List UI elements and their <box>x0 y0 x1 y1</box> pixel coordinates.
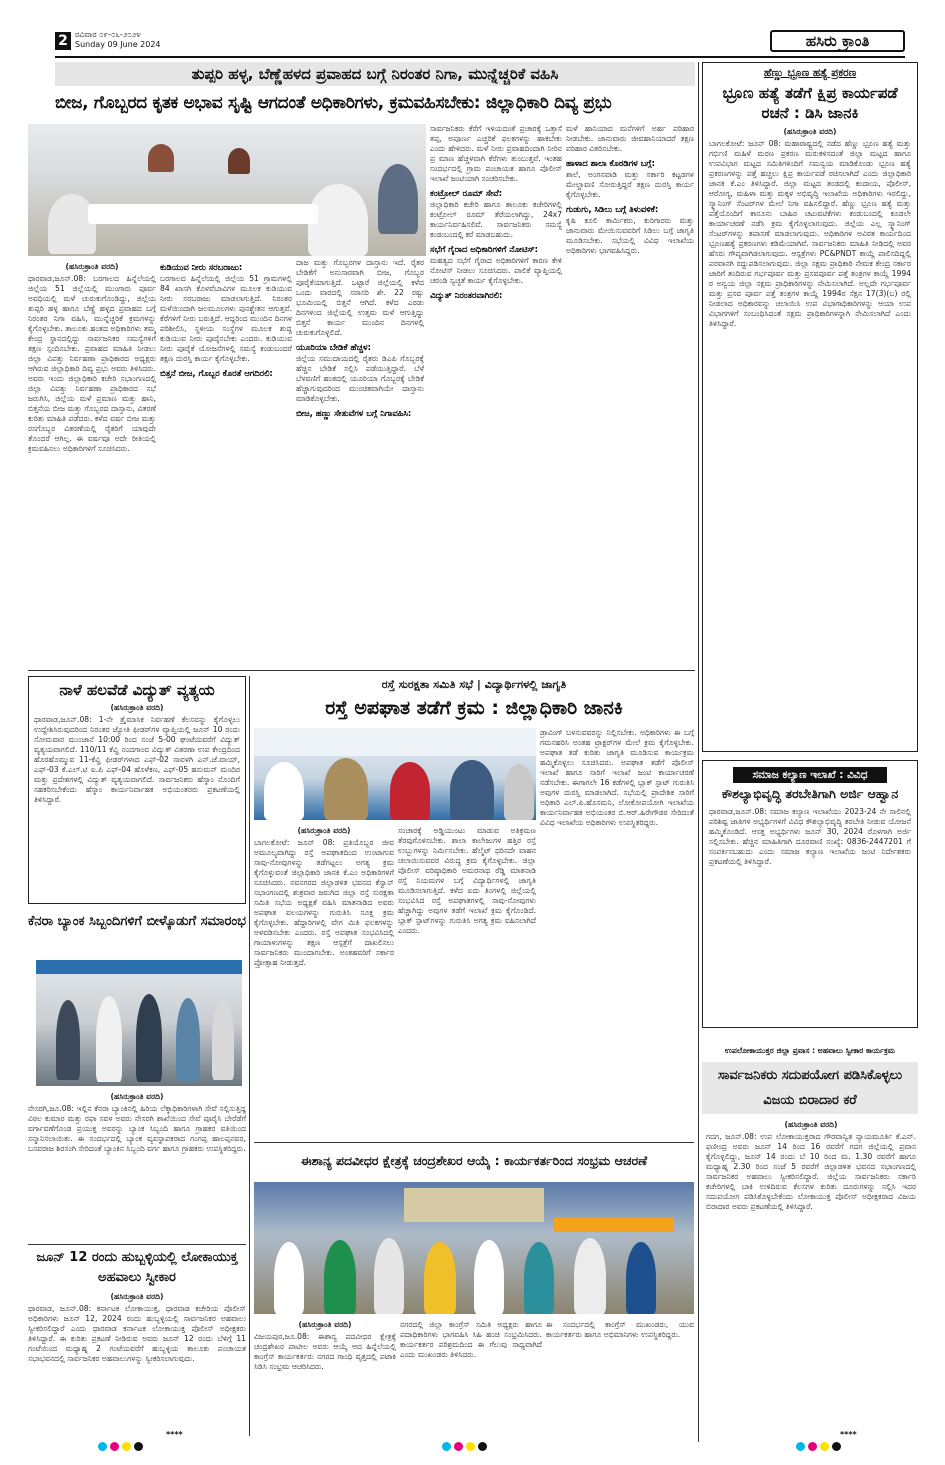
celebration-col-1: (ಹಸಿರುಕ್ರಾಂತಿ ವರದಿ) ವಿಜಯಪುರ,ಜೂ.08: ಈಶಾನ್ಯ ಪದವೀಧರ ಕ್ಷೇತ್ರಕ್ಕೆ ಚಂದ್ರಶೇಖರ ಪಾಟೀಲ ಅವರು ಆಯ್ಕೆ ಆದ ಹಿನ್ನೆಲೆಯಲ್ಲಿ ಕಾಂಗ್ರೆಸ್ ಕಾರ್ಯಕರ್ತರು ನಗರದ ಗಾಂಧಿ ವೃತ್ತದಲ್ಲಿ ಪಟಾಕಿ ಸಿಡಿಸಿ ಸಂಭ್ರಮ ಆಚರಿಸಿದರು. <box>254 1320 396 1371</box>
registration-dot <box>98 1442 107 1451</box>
registration-dot <box>832 1442 841 1451</box>
lokayukta-hubli-headline: ಜೂನ್ 12 ರಂದು ಹುಬ್ಬಳ್ಳಿಯಲ್ಲಿ ಲೋಕಾಯುಕ್ತ ಅಹವಾಲು ಸ್ವೀಕಾರ <box>36 1250 238 1285</box>
lead-col-1: (ಹಸಿರುಕ್ರಾಂತಿ ವರದಿ) ಧಾರವಾಡ,ಜೂನ್.08: ಬರಗಾಲದ ಹಿನ್ನೆಲೆಯಲ್ಲಿ ಜಿಲ್ಲೆಯ 51 ಜಿಲ್ಲೆಯಲ್ಲಿ ಮುಂಗಾರು ಪೂರ್ವ ಅವಧಿಯಲ್ಲಿ ಮಳೆ ಚುರುಕುಗೊಂಡಿದ್ದು, ಜಿಲ್ಲೆಯ ತುಪ್ಪರಿ ಹಳ್ಳ ಹಾಗೂ ಬೆಣ್ಣೆ ಹಳ್ಳದ ಪ್ರವಾಹದ ಬಗ್ಗೆ ನಿರಂತರ ನಿಗಾ ವಹಿಸಿ, ಮುನ್ನೆಚ್ಚರಿಕೆ ಕ್ರಮಗಳನ್ನು ಕೈಗೊಳ್ಳಬೇಕು. ತಾಲೂಕು ಹಂತದ ಅಧಿಕಾರಿಗಳು ತಮ್ಮ ಕೇಂದ್ರ ಸ್ಥಾನದಲ್ಲಿದ್ದು ಸಾರ್ವಜನಿಕರ ಸಮಸ್ಯೆಗಳಿಗೆ ತಕ್ಷಣ ಸ್ಪಂದಿಸಬೇಕು. ಪ್ರವಾಹದ ಮಾಹಿತಿ ನೀಡಲು ಜಿಲ್ಲಾ ವಿಪತ್ತು ನಿರ್ವಹಣಾ ಪ್ರಾಧಿಕಾರದ ಅಧ್ಯಕ್ಷರು ಆಗಿರುವ ಜಿಲ್ಲಾಧಿಕಾರಿ ದಿವ್ಯ ಪ್ರಭು ಅವರು ತಿಳಿಸಿದರು. ಅವರು ಇಂದು ಜಿಲ್ಲಾಧಿಕಾರಿ ಕಚೇರಿ ಸಭಾಂಗಣದಲ್ಲಿ ಜಿಲ್ಲಾ ವಿಪತ್ತು ನಿರ್ವಹಣಾ ಪ್ರಾಧಿಕಾರದ ಸಭೆ ಜರುಗಿಸಿ, ಜಿಲ್ಲೆಯ ಮಳೆ ಪ್ರಮಾಣ ಮತ್ತು ಹಾನಿ, ಬಿತ್ತನೆಯ ಬೀಜ ಮತ್ತು ಗೊಬ್ಬರದ ದಾಸ್ತಾನು, ವಿತರಣೆ ಕುರಿತು ಮಾಹಿತಿ ಪಡೆದರು. ಕಳೆದ ವರ್ಷ ಬೀಜ ಮತ್ತು ರಸಗೊಬ್ಬರ ವಿತರಣೆಯಲ್ಲಿ ರೈತರಿಗೆ ಯಾವುದೇ ತೊಂದರೆ ಆಗಿಲ್ಲ. ಈ ವರ್ಷವೂ ಅದೇ ರೀತಿಯಲ್ಲಿ ಕ್ರಮವಹಿಸಲು ಅಧಿಕಾರಿಗಳಿಗೆ ಸೂಚಿಸಿದರು. <box>28 262 156 453</box>
right-mid-box <box>702 760 918 1028</box>
feticide-body: (ಹಸಿರುಕ್ರಾಂತಿ ವರದಿ) ಬಾಗಲಕೋಟೆ: ಜೂನ್ 08: ಮಹಾರಾಷ್ಟ್ರದಲ್ಲಿ ನಡೆದ ಹೆಣ್ಣು ಭ್ರೂಣ ಹತ್ಯೆ ಮತ್ತು ಗರ್ಭಿಣಿ ಮಹಿಳೆ ಮರಣ ಪ್ರಕರಣ ಮರುಕಳಿಸದಂತೆ ಜಿಲ್ಲಾ ಮಟ್ಟದ ಹಾಗೂ ಉಪವಿಭಾಗ ಮಟ್ಟದ ಸಮಿತಿಗಳಿಂದಿಗೆ ಸಮನ್ವಯ ಮಾಡಿಕೊಂಡು ಭ್ರೂಣ ಹತ್ಯೆ ಪ್ರಕರಣಗಳನ್ನು ಪತ್ತೆ ಹಚ್ಚಲು ಕ್ಷಿಪ್ರ ಕಾರ್ಯಪಡೆ ರಚಿಸಲಾಗಿದೆ ಎಂದು ಜಿಲ್ಲಾಧಿಕಾರಿ ಜಾನಕಿ ಕೆ.ಎಂ ತಿಳಿಸಿದ್ದಾರೆ. ಜಿಲ್ಲಾ ಮಟ್ಟದ ತಂಡದಲ್ಲಿ ಕಂದಾಯ, ಪೊಲೀಸ್, ಆರೋಗ್ಯ, ಮಹಿಳಾ ಮತ್ತು ಮಕ್ಕಳ ಅಭಿವೃದ್ಧಿ ಇಲಾಖೆಯ ಅಧಿಕಾರಿಗಳು ಇರಲಿದ್ದು, ಸ್ಕ್ಯಾನಿಂಗ್ ಸೆಂಟರ್‌ಗಳ ಮೇಲೆ ನಿಗಾ ವಹಿಸಲಿದ್ದಾರೆ. ಹೆಣ್ಣು ಭ್ರೂಣ ಹತ್ಯೆ ಮತ್ತು ಪತ್ತೆಯೊಂದಿಗೆ ಕಾನೂನು ಬಾಹಿರ ಚಟುವಟಿಕೆಗಳು ಕಂಡುಬಂದಲ್ಲಿ ಕೂಡಲೇ ಕಾರ್ಯಾಚರಣೆ ನಡೆಸಿ ಕ್ರಮ ಕೈಗೊಳ್ಳಲಾಗುವುದು. ಜಿಲ್ಲೆಯ ಎಲ್ಲ ಸ್ಕ್ಯಾನಿಂಗ್ ಸೆಂಟರ್‌ಗಳನ್ನು ತಪಾಸಣೆ ಮಾಡಲಾಗುವುದು. ಅಧಿಕಾರಿಗಳ ಅವಿರತ ಕಾರ್ಯದಿಂದ ಭ್ರೂಣಹತ್ಯೆ ಪ್ರಕರಣಗಳು ಕಡಿಮೆಯಾಗಿವೆ. ಸಾರ್ವಜನಿಕರು ಮಾಹಿತಿ ನೀಡಿದಲ್ಲಿ ಅವರ ಹೆಸರು ಗೌಪ್ಯವಾಗಿಡಲಾಗುವುದು. ಆಸ್ಪತ್ರೆಗಳು PC&PNDT ಕಾಯ್ದೆ ಪಾಲಿಸದಿದ್ದಲ್ಲಿ ಪರವಾನಗಿ ರದ್ದುಪಡಿಸಲಾಗುವುದು. ಜಿಲ್ಲಾ ಸಕ್ಷಮ ಪ್ರಾಧಿಕಾರಿ ನೇಮಕ ಕೇಂದ್ರ ಸರ್ಕಾರ ಜಾರಿಗೆ ತಂದಿರುವ ಗರ್ಭಪೂರ್ವ ಮತ್ತು ಪ್ರಸವಪೂರ್ವ ಪತ್ತೆ ತಂತ್ರಗಳ ಕಾಯ್ದೆ 1994 ರ ಅನ್ವಯ ಜಿಲ್ಲಾ ಸಕ್ಷಮ ಪ್ರಾಧಿಕಾರಿಗಳನ್ನು ನೇಮಿಸಲಾಗಿದೆ. ಅಲ್ಲದೇ ಗರ್ಭಪೂರ್ವ ಮತ್ತು ಪ್ರಸವ ಪೂರ್ವ ಪತ್ತೆ ತಂತ್ರಗಳ ಕಾಯ್ದೆ 1994ರ ಸೆಕ್ಷನ 17(3)(ಬ) ರಲ್ಲಿ ನೀಡಲಾದ ಅಧಿಕಾರವನ್ನು ಚಲಾಯಿಸಿ ಉಪ ವಿಭಾಗಾಧಿಕಾರಿಗಳನ್ನು ಆಯಾ ಉಪ ವಿಭಾಗಗಳಿಗೆ ಸಂಬಂಧಿಸಿದಂತೆ ಸಕ್ಷಮ ಪ್ರಾಧಿಕಾರಿಗಳನ್ನಾಗಿ ನೇಮಿಸಲಾಗಿದೆ ಎಂದು ತಿಳಿಸಿದ್ದಾರೆ. <box>709 127 911 328</box>
lead-col-3: ದಾಜ ಮತ್ತು ಗೊಬ್ಬರಗಳ ದಾಸ್ತಾನು ಇದೆ. ರೈತರ ಬೇಡಿಕೆಗೆ ಅನುಸಾರವಾಗಿ ಬೀಜ, ಗೊಬ್ಬರ ಪೂರೈಕೆಯಾಗುತ್ತಿದೆ. ಒಟ್ಟಾರೆ ಜಿಲ್ಲೆಯಲ್ಲಿ ಕಳೆದ ಒಂದು ವಾರದಲ್ಲಿ ಸರಾಸರಿ ಶೇ. 22 ರಷ್ಟು ಭೂಮಿಯಲ್ಲಿ ಬಿತ್ತನೆ ಆಗಿದೆ. ಕಳೆದ ಎರಡು ದಿನಗಳಿಂದ ಜಿಲ್ಲೆಯಲ್ಲಿ ಉತ್ತಮ ಮಳೆ ಆಗುತ್ತಿದ್ದು ಬಿತ್ತನೆ ಕಾರ್ಯ ಮುಂದಿನ ದಿನಗಳಲ್ಲಿ ಚುರುಕುಗೊಳ್ಳಲಿದೆ. ಯೂರಿಯಾ ಬೇಡಿಕೆ ಹೆಚ್ಚಳ: ಜಿಲ್ಲೆಯ ಸಮುದಾಯದಲ್ಲಿ ರೈತರು ಡಿಎಪಿ ಗೊಬ್ಬರಕ್ಕೆ ಹೆಚ್ಚಿನ ಬೇಡಿಕೆ ಸಲ್ಲಿಸಿ ಪಡೆಯುತ್ತಿದ್ದಾರೆ. ಬೆಳೆ ಬೆಳವಣಿಗೆ ಹಂತದಲ್ಲಿ ಯೂರಿಯಾ ಗೊಬ್ಬರಕ್ಕೆ ಬೇಡಿಕೆ ಹೆಚ್ಚಾಗುವುದರಿಂದ ಮುಂಚಿತವಾಗಿಯೇ ದಾಸ್ತಾನು ಮಾಡಿಕೊಳ್ಳಬೇಕು. ಬೀಜ, ಹಣ್ಣು ಸೇತುವೆಗಳ ಬಗ್ಗೆ ನಿಗಾವಹಿಸಿ: <box>296 258 424 418</box>
registration-marks-center <box>442 1442 487 1451</box>
celebration-headline: ಈಶಾನ್ಯ ಪದವೀಧರ ಕ್ಷೇತ್ರಕ್ಕೆ ಚಂದ್ರಶೇಖರ ಆಯ್ಕೆ : ಕಾರ್ಯಕರ್ತರಿಂದ ಸಂಭ್ರಮ ಆಚರಣೆ <box>300 1153 648 1168</box>
date-english: Sunday 09 June 2024 <box>75 40 161 49</box>
bank-body: (ಹಸಿರುಕ್ರಾಂತಿ ವರದಿ) ನೇಸರಗಿ,ಜೂ.08: ಇಲ್ಲಿನ ಕೆನರಾ ಬ್ಯಾಂಕಿನಲ್ಲಿ ಹಿರಿಯ ಲೆಕ್ಕಾಧಿಕಾರಿಗಳಾಗಿ ಸೇವೆ ಸಲ್ಲಿಸುತ್ತಿದ್ದ ವಿಠಲ ಕುಮಾರ ಮತ್ತು ರಫಾ ಸವಳ ಅವರು ನೇಸರಗಿ ಶಾಖೆಯಿಂದ ಸೇವೆ ಪೂರೈಸಿ ಬೇರೆಡೆಗೆ ವರ್ಗಾವಣೆಗೊಂಡ ಪ್ರಯುಕ್ತ ಅವರನ್ನು ಬ್ಯಾಂಕ ಸಿಬ್ಬಂದಿ ಹಾಗೂ ಗ್ರಾಹಕರ ವತಿಯಿಂದ ಸನ್ಮಾನಿಸಲಾಯಿತು. ಈ ಸಂದರ್ಭದಲ್ಲಿ ಬ್ಯಾಂಕ ವ್ಯವಸ್ಥಾಪಕರಾದ ಗಂಗಪ್ಪ ಹಾಲಪ್ಪನವರ, ಬಸವರಾಜ ಶಿರಸಂಗಿ ಸೇರಿದಂತೆ ಬ್ಯಾಂಕಿನ ಸಿಬ್ಬಂದಿ ವರ್ಗ ಹಾಗೂ ಗ್ರಾಹಕರು ಉಪಸ್ಥಿತರಿದ್ದರು. <box>28 1092 246 1153</box>
lokayukta-gadag-kicker: ಉಪಲೋಕಾಯುಕ್ತರ ಜಿಲ್ಲಾ ಪ್ರವಾಸ : ಅಹವಾಲು ಸ್ವೀಕಾರ ಕಾರ್ಯಕ್ರಮ <box>724 1046 896 1055</box>
registration-marks-right <box>796 1442 841 1451</box>
footer-stars-left: **** <box>166 1430 183 1439</box>
footer-stars-right: **** <box>840 1430 857 1439</box>
registration-dot <box>820 1442 829 1451</box>
registration-dot <box>478 1442 487 1451</box>
road-kicker: ರಸ್ತೆ ಸುರಕ್ಷತಾ ಸಮಿತಿ ಸಭೆ | ವಿದ್ಯಾರ್ಥಿಗಳಲ್ಲಿ ಜಾಗೃತಿ <box>381 678 567 691</box>
road-col-2: ಸಂಚಾರಕ್ಕೆ ಅಡ್ಡಿಯುಂಟು ಮಾಡುವ ಅತಿಕ್ರಮಣ ತೆರವುಗೊಳಿಸಬೇಕು. ಶಾಲಾ ಕಾಲೇಜುಗಳ ಹತ್ತಿರ ರಸ್ತೆ ಉಬ್ಬುಗಳನ್ನು ನಿರ್ಮಿಸಬೇಕು. ಹೆಲ್ಮೆಟ್ ಧರಿಸದೇ ವಾಹನ ಚಲಾಯಿಸುವವರ ವಿರುದ್ಧ ಕ್ರಮ ಕೈಗೊಳ್ಳಬೇಕು. ಜಿಲ್ಲಾ ಪೊಲೀಸ್ ವರಿಷ್ಠಾಧಿಕಾರಿ ಅಮರನಾಥ ರೆಡ್ಡಿ ಮಾತನಾಡಿ ರಸ್ತೆ ನಿಯಮಗಳ ಬಗ್ಗೆ ವಿದ್ಯಾರ್ಥಿಗಳಲ್ಲಿ ಜಾಗೃತಿ ಮೂಡಿಸಲಾಗುತ್ತಿದೆ. ಕಳೆದ ಐದು ತಿಂಗಳಲ್ಲಿ ಜಿಲ್ಲೆಯಲ್ಲಿ ಸಂಭವಿಸಿದ ರಸ್ತೆ ಅಪಘಾತಗಳಲ್ಲಿ ಸಾವು-ನೋವುಗಳು ಹೆಚ್ಚಾಗಿದ್ದು ಅವುಗಳ ತಡೆಗೆ ಇಲಾಖೆ ಕ್ರಮ ಕೈಗೊಂಡಿದೆ. ಬ್ಲಾಕ್ ಸ್ಪಾಟ್‌ಗಳನ್ನು ಗುರುತಿಸಿ ಅಗತ್ಯ ಕ್ರಮ ವಹಿಸಲಾಗಿದೆ ಎಂದರು. <box>398 826 536 935</box>
feticide-kicker: ಹೆಣ್ಣು ಭ್ರೂಣ ಹತ್ಯೆ ಪ್ರಕರಣ <box>763 67 857 79</box>
power-cut-box <box>28 676 246 904</box>
page-number: 2 <box>55 32 71 50</box>
road-meeting-photo <box>254 728 536 820</box>
right-top-box <box>702 62 918 752</box>
feticide-headline: ಭ್ರೂಣ ಹತ್ಯೆ ತಡೆಗೆ ಕ್ಷಿಪ್ರ ಕಾರ್ಯಪಡೆ ರಚನೆ : ಡಿಸಿ ಜಾನಕಿ <box>722 84 898 122</box>
lokayukta-gadag-body: (ಹಸಿರುಕ್ರಾಂತಿ ವರದಿ) ಗದಗ, ಜೂನ್.08: ಉಪ ಲೋಕಾಯುಕ್ತರಾದ ಗೌರವಾನ್ವಿತ ನ್ಯಾಯಮೂರ್ತಿ ಕೆ.ಎನ್. ಫಣೀಂದ್ರ ಅವರು ಜೂನ್ 14 ರಿಂದ 16 ರವರೆಗೆ ಗದಗ ಜಿಲ್ಲೆಯಲ್ಲಿ ಪ್ರವಾಸ ಕೈಗೊಳ್ಳಲಿದ್ದು, ಜೂನ್ 14 ರಂದು ಬೆ 10 ರಿಂದ ಮ. 1.30 ರವರೆಗೆ ಹಾಗೂ ಮಧ್ಯಾಹ್ನ 2.30 ರಿಂದ ಸಂಜೆ 5 ರವರೆಗೆ ಜಿಲ್ಲಾಡಳಿತ ಭವನದ ಸಭಾಂಗಣದಲ್ಲಿ ಸಾರ್ವಜನಿಕರ ಅಹವಾಲು ಸ್ವೀಕರಿಸಲಿದ್ದಾರೆ. ಜಿಲ್ಲೆಯ ಸಾರ್ವಜನಿಕರು ಸರ್ಕಾರಿ ಕಚೇರಿಗಳಲ್ಲಿ ಬಾಕಿ ಉಳಿದಿರುವ ಕೆಲಸಗಳ ಕುರಿತು ದೂರುಗಳನ್ನು ಸಲ್ಲಿಸಿ ಇದರ ಸದುಪಯೋಗ ಪಡಿಸಿಕೊಳ್ಳಬೇಕೆಂದು ಲೋಕಾಯುಕ್ತ ಪೊಲೀಸ್ ಅಧೀಕ್ಷಕರಾದ ವಿಜಯ ಬಿರಾದಾರ ಅವರು ಪ್ರಕಟಣೆಯಲ್ಲಿ ತಿಳಿಸಿದ್ದಾರೆ. <box>706 1120 916 1211</box>
registration-dot <box>122 1442 131 1451</box>
registration-dot <box>134 1442 143 1451</box>
road-headline: ರಸ್ತೆ ಅಪಘಾತ ತಡೆಗೆ ಕ್ರಮ : ಜಿಲ್ಲಾಧಿಕಾರಿ ಜಾನಕಿ <box>325 697 623 719</box>
bank-headline: ಕೆನರಾ ಬ್ಯಾಂಕ ಸಿಬ್ಬಂದಿಗಳಿಗೆ ಬೀಳ್ಕೊಡುಗೆ ಸಮಾರಂಭ <box>28 914 246 929</box>
date-kannada: ರವಿವಾರ ೦೯-೦೬-೨೦೨೪ <box>75 30 141 39</box>
header-rule <box>55 56 905 58</box>
celebration-col-2: ನಗರದಲ್ಲಿ ಜಿಲ್ಲಾ ಕಾಂಗ್ರೆಸ್ ಸಮಿತಿ ಅಧ್ಯಕ್ಷರು ಹಾಗೂ ಪದಾಧಿಕಾರಿಗಳು ಭಾಗವಹಿಸಿ ಸಿಹಿ ಹಂಚಿ ಸಂಭ್ರಮಿಸಿದರು. ಕಾರ್ಯಕರ್ತರ ಪರಿಶ್ರಮದಿಂದ ಈ ಗೆಲುವು ಸಾಧ್ಯವಾಗಿದೆ ಎಂದು ಮುಖಂಡರು ತಿಳಿಸಿದರು. <box>400 1320 542 1359</box>
road-col-1: (ಹಸಿರುಕ್ರಾಂತಿ ವರದಿ) ಬಾಗಲಕೋಟೆ: ಜೂನ್ 08: ಪ್ರತಿಯೊಬ್ಬರ ಜೀವ ಅಮೂಲ್ಯವಾಗಿದ್ದು ರಸ್ತೆ ಅಪಘಾತದಿಂದ ಉಂಟಾಗುವ ಸಾವು-ನೋವುಗಳನ್ನು ತಡೆಗಟ್ಟಲು ಅಗತ್ಯ ಕ್ರಮ ಕೈಗೊಳ್ಳುವಂತೆ ಜಿಲ್ಲಾಧಿಕಾರಿ ಜಾನಕಿ ಕೆ.ಎಂ ಅಧಿಕಾರಿಗಳಿಗೆ ಸೂಚಿಸಿದರು. ನವನಗರದ ಜಿಲ್ಲಾಡಳಿತ ಭವನದ ಕೆಸ್ವಾನ್ ಸಭಾಂಗಣದಲ್ಲಿ ಶುಕ್ರವಾರ ಜರುಗಿದ ಜಿಲ್ಲಾ ರಸ್ತೆ ಸುರಕ್ಷತಾ ಸಮಿತಿ ಸಭೆಯ ಅಧ್ಯಕ್ಷತೆ ವಹಿಸಿ ಮಾತನಾಡಿದ ಅವರು ಅಪಘಾತ ವಲಯಗಳನ್ನು ಗುರುತಿಸಿ ಸೂಕ್ತ ಕ್ರಮ ಕೈಗೊಳ್ಳಬೇಕು. ಹೆದ್ದಾರಿಗಳಲ್ಲಿ ವೇಗ ಮಿತಿ ಫಲಕಗಳನ್ನು ಅಳವಡಿಸಬೇಕು ಎಂದರು. ರಸ್ತೆ ಅಪಘಾತ ಸಂಭವಿಸಿದಲ್ಲಿ ಗಾಯಾಳುಗಳನ್ನು ತಕ್ಷಣ ಆಸ್ಪತ್ರೆಗೆ ದಾಖಲಿಸಲು ಸಾರ್ವಜನಿಕರು ಮುಂದಾಗಬೇಕು. ಅಂತಹವರಿಗೆ ಸರ್ಕಾರ ಪ್ರೋತ್ಸಾಹ ನೀಡುತ್ತದೆ. <box>254 826 394 967</box>
newspaper-masthead: ಹಸಿರು ಕ್ರಾಂತಿ <box>770 30 905 52</box>
registration-dot <box>110 1442 119 1451</box>
celebration-col-3: ಈ ಸಂದರ್ಭದಲ್ಲಿ ಕಾಂಗ್ರೆಸ್ ಮುಖಂಡರು, ಯುವ ಕಾರ್ಯಕರ್ತರು ಹಾಗೂ ಅಭಿಮಾನಿಗಳು ಉಪಸ್ಥಿತರಿದ್ದರು. <box>546 1320 694 1339</box>
power-cut-body: (ಹಸಿರುಕ್ರಾಂತಿ ವರದಿ) ಧಾರವಾಡ,ಜೂನ್.08: 1-ನೇ ತ್ರೈಮಾಸಿಕ ನಿರ್ವಹಣೆ ಕೆಲಸವನ್ನು ಕೈಗೊಳ್ಳಲು ಉದ್ದೇಶಿಸಿರುವುದರಿಂದ ನಿರಂತರ ಜ್ಯೋತಿ ಫೀಡರ್‌ಗಳ ವ್ಯಾಪ್ತಿಯಲ್ಲಿ ಜೂನ್ 10 ರಂದು ಸೋಮವಾರ ಮುಂಜಾನೆ 10:00 ರಿಂದ ಸಂಜೆ 5-00 ಘಂಟೆಯವರೆಗೆ ವಿದ್ಯುತ್ ವ್ಯತ್ಯಯವಾಗಲಿದೆ. 110/11 ಕೆವ್ಹಿ ನಂದಗಾಂವ ವಿದ್ಯುತ್ ವಿತರಣಾ ಉಪ ಕೇಂದ್ರದಿಂದ ಹೊರಹೊಮ್ಮುವ 11-ಕೆವ್ಹಿ ಫೀಡರ್‌ಗಳಾದ ಎಫ್-02 ಸಾವಳಗಿ ಎನ್.ಜೆ.ವಾಯ್, ಎಫ್-03 ಕೆ.ಎಲ್.ಟಿ ಐ.ಪಿ ಎಫ್-04 ಹೊಳೆಕಣ, ಎಫ್-05 ಹನುಮನ್ ಮಂದಿರ ಮತ್ತು ಪ್ರದೇಶಗಳಲ್ಲಿ ವಿದ್ಯುತ್ ವ್ಯತ್ಯಯವಾಗಲಿದೆ. ಸಾರ್ವಜನಿಕರು ಹೆಸ್ಕಾಂ ನೊಂದಿಗೆ ಸಹಕರಿಸಬೇಕೆಂದು ಹೆಸ್ಕಾಂ ಕಾರ್ಯನಿರ್ವಾಹಕ ಅಭಿಯಂತರರು ಪ್ರಕಟಣೆಯಲ್ಲಿ ತಿಳಿಸಿದ್ದಾರೆ. <box>34 703 240 804</box>
lokayukta-gadag-headline: ಸಾರ್ವಜನಿಕರು ಸದುಪಯೋಗ ಪಡಿಸಿಕೊಳ್ಳಲು ವಿಜಯ ಬಿರಾದಾರ ಕರೆ <box>702 1062 918 1114</box>
bank-farewell-photo <box>36 960 242 1086</box>
power-cut-headline: ನಾಳೆ ಹಲವೆಡೆ ವಿದ್ಯುತ್ ವ್ಯತ್ಯಯ <box>59 681 215 699</box>
lead-col-4: ಸಾರ್ವಜನಿಕರು ಕೆರೆಗೆ ಇಳಿಯದಂತೆ ಪ್ರಚಾರಕ್ಕೆ ಒತ್ತಾಸೆ ತಪ್ಪ, ಅಪೂರ್ಣ ಎಚ್ಚರಿಕೆ ಫಲಕಗಳನ್ನು ಹಾಕಬೇಕು ಎಂದು ಹೇಳಿದರು. ಮಳೆ ನೀರು ಪ್ರವಾಹದಿಂದಾಗಿ ನೀರಿನ ಪ್ರ ಮಾಣ ಹೆಚ್ಚಳವಾಗಿ ಕೆರೆಗಳು ತುಂಬುತ್ತವೆ. ಇಂತಹ ಸಂದರ್ಭದಲ್ಲಿ ಗ್ರಾಮ ಪಂಚಾಯತ ಹಾಗೂ ಪೊಲೀಸ್ ಇಲಾಖೆ ಜಂಟಿಯಾಗಿ ಸಂಚರಿಸಬೇಕು. ಕಂಟ್ರೋಲ್ ರೂಮ್ ಸೇವೆ: ಜಿಲ್ಲಾಧಿಕಾರಿ ಕಚೇರಿ ಹಾಗೂ ತಾಲೂಕು ಕಚೇರಿಗಳಲ್ಲಿ ಕಂಟ್ರೋಲ್ ರೂಮ್ ತೆರೆಯಲಾಗಿದ್ದು, 24x7 ಕಾರ್ಯನಿರ್ವಹಿಸಲಿವೆ. ಸಾರ್ವಜನಿಕರು ಸಮಸ್ಯೆ ಕಂಡುಬಂದಲ್ಲಿ ಕರೆ ಮಾಡಬಹುದು. ಸಭೆಗೆ ಗೈರಾದ ಅಧಿಕಾರಿಗಳಿಗೆ ನೋಟಿಸ್: ಮಹತ್ವದ ಸಭೆಗೆ ಗೈರಾದ ಅಧಿಕಾರಿಗಳಿಗೆ ಕಾರಣ ಕೇಳಿ ನೋಟಿಸ್ ನೀಡಲು ಸೂಚಿಸಿದರು. ಪಾಲಿಕೆ ವ್ಯಾಪ್ತಿಯಲ್ಲಿ ಚರಂಡಿ ಸ್ವಚ್ಛತೆ ಕಾರ್ಯ ಕೈಗೊಳ್ಳಬೇಕು. ವಿದ್ಯುತ್ ನಿರಂತರವಾಗಿರಲಿ: <box>430 124 562 300</box>
lokayukta-hubli-body: (ಹಸಿರುಕ್ರಾಂತಿ ವರದಿ) ಧಾರವಾಡ, ಜೂನ್.08: ಕರ್ನಾಟಕ ಲೋಕಾಯುಕ್ತ, ಧಾರವಾಡ ಕಚೇರಿಯ ಪೊಲೀಸ್ ಅಧಿಕಾರಿಗಳು ಜೂನ್ 12, 2024 ರಂದು ಹುಬ್ಬಳ್ಳಿಯಲ್ಲಿ ಸಾರ್ವಜನಿಕರ ಅಹವಾಲು ಸ್ವೀಕರಿಸಲಿದ್ದಾರೆ ಎಂದು ಧಾರವಾಡ ಕರ್ನಾಟಕ ಲೋಕಾಯುಕ್ತ ಪೊಲೀಸ್ ಅಧೀಕ್ಷಕರು ತಿಳಿಸಿದ್ದಾರೆ. ಈ ಕುರಿತು ಪ್ರಕಟಣೆ ನೀಡಿರುವ ಅವರು ಜೂನ್ 12 ರಂದು ಬೆಳಿಗ್ಗೆ 11 ಗಂಟೆಯಿಂದ ಮಧ್ಯಾಹ್ನ 2 ಗಂಟೆಯವರೆಗೆ ಹುಬ್ಬಳ್ಳಿಯ ತಾಲೂಕು ಪಂಚಾಯತ ಸಭಾಭವನದಲ್ಲಿ ಸಾರ್ವಜನಿಕರ ಅಹವಾಲುಗಳನ್ನು ಸ್ವೀಕರಿಸಲಾಗುವುದು. <box>28 1292 246 1363</box>
meeting-photo <box>28 124 426 256</box>
registration-marks-left <box>98 1442 143 1451</box>
right-column-divider <box>698 62 699 1442</box>
road-col-3: ಡ್ರಾವಿಂಗ್ ಬಳಸುವವರನ್ನು ನಿಲ್ಲಿಸಬೇಕು. ಅಧಿಕಾರಿಗಳು ಈ ಬಗ್ಗೆ ಗಮನಹರಿಸಿ ಅಂತಹ ಟ್ರಾಕ್ಟರ್‌ಗಳ ಮೇಲೆ ಕ್ರಮ ಕೈಗೊಳ್ಳಬೇಕು. ಅಪಘಾತ ತಡೆ ಕುರಿತು ಜಾಗೃತಿ ಮೂಡಿಸುವ ಕಾರ್ಯಕ್ರಮ ಹಮ್ಮಿಕೊಳ್ಳಲು ಸೂಚಿಸಿದರು. ಅಪಘಾತ ತಡೆಗೆ ಪೊಲೀಸ್ ಇಲಾಖೆ ಹಾಗೂ ಸಾರಿಗೆ ಇಲಾಖೆ ಜಂಟಿ ಕಾರ್ಯಾಚರಣೆ ನಡೆಸಬೇಕು. ಈಗಾಗಲೇ 16 ಕಡೆಗಳಲ್ಲಿ ಬ್ಲಾಕ್ ಸ್ಪಾಟ್ ಗುರುತಿಸಿ ಅವುಗಳ ದುರಸ್ತಿ ಮಾಡಲಾಗಿದೆ. ಸಭೆಯಲ್ಲಿ ಪ್ರಾದೇಶಿಕ ಸಾರಿಗೆ ಅಧಿಕಾರಿ ಎಲ್.ಪಿ.ಹೊಸಮನಿ, ಲೋಕೋಪಯೋಗಿ ಇಲಾಖೆಯ ಕಾರ್ಯನಿರ್ವಾಹಕ ಅಭಿಯಂತರ ಬಿ.ಆರ್.ಹಿರೇಗೌಡರ ಸೇರಿದಂತೆ ವಿವಿಧ ಇಲಾಖೆಯ ಅಧಿಕಾರಿಗಳು ಉಪಸ್ಥಿತರಿದ್ದರು. <box>540 728 694 827</box>
registration-dot <box>466 1442 475 1451</box>
lead-bottom-rule <box>28 670 695 671</box>
skill-headline: ಕೌಶಲ್ಯಾಭಿವೃದ್ಧಿ ತರಬೇತಿಗಾಗಿ ಅರ್ಜಿ ಆಹ್ವಾನ <box>721 786 899 801</box>
celebration-photo <box>254 1182 694 1314</box>
lead-headline: ಬೀಜ, ಗೊಬ್ಬರದ ಕೃತಕ ಅಭಾವ ಸೃಷ್ಟಿ ಆಗದಂತೆ ಅಧಿಕಾರಿಗಳು, ಕ್ರಮವಹಿಸಬೇಕು: ಜಿಲ್ಲಾಧಿಕಾರಿ ದಿವ್ಯ ಪ್ರಭು <box>55 93 612 113</box>
lead-col-5: ಮಳೆ ಹಾನಿಯಾದ ಮನೆಗಳಿಗೆ ಅರ್ಹ ಪರಿಹಾರ ನೀಡಬೇಕು. ಜಾನುವಾರು ಜೀವಹಾನಿಯಾದರೆ ತಕ್ಷಣ ಪರಿಹಾರ ವಿತರಿಸಬೇಕು. ಹಾಳಾದ ಶಾಲಾ ಕೊಠಡಿಗಳ ಬಗ್ಗೆ: ಶಾಲೆ, ಅಂಗನವಾಡಿ ಮತ್ತು ಸರ್ಕಾರಿ ಕಟ್ಟಡಗಳ ಮೇಲ್ಚಾವಣಿ ಸೋರುತ್ತಿದ್ದರೆ ತಕ್ಷಣ ದುರಸ್ತಿ ಕಾರ್ಯ ಕೈಗೊಳ್ಳಬೇಕು. ಗುಡುಗು, ಸಿಡಿಲು ಬಗ್ಗೆ ತಿಳುವಳಿಕೆ: ಕೃಷಿ ಕೂಲಿ ಕಾರ್ಮಿಕರು, ಕುರಿಗಾರರು ಮತ್ತು ಜಾನುವಾರು ಮೇಯಿಸುವವರಿಗೆ ಸಿಡಿಲು ಬಗ್ಗೆ ಜಾಗೃತಿ ಮೂಡಿಸಬೇಕು. ಸಭೆಯಲ್ಲಿ ವಿವಿಧ ಇಲಾಖೆಯ ಅಧಿಕಾರಿಗಳು ಭಾಗವಹಿಸಿದ್ದರು. <box>566 124 694 255</box>
left-section-rule <box>28 1244 246 1245</box>
center-divider <box>249 676 250 1436</box>
registration-dot <box>796 1442 805 1451</box>
registration-dot <box>454 1442 463 1451</box>
skill-body: ಧಾರವಾಡ,ಜೂನ್.08: ಸಮಾಜ ಕಲ್ಯಾಣ ಇಲಾಖೆಯು 2023-24 ನೇ ಸಾಲಿನಲ್ಲಿ ಪರಿಶಿಷ್ಟ ಜಾತಿಗಳ ಅಭ್ಯರ್ಥಿಗಳಿಗೆ ವಿವಿಧ ಕೌಶಲ್ಯಾಭಿವೃದ್ಧಿ ತರಬೇತಿ ನೀಡುವ ಯೋಜನೆ ಹಮ್ಮಿಕೊಂಡಿದೆ. ಆಸಕ್ತ ಅಭ್ಯರ್ಥಿಗಳು ಜೂನ್ 30, 2024 ರೊಳಗಾಗಿ ಅರ್ಜಿ ಸಲ್ಲಿಸಬೇಕು. ಹೆಚ್ಚಿನ ಮಾಹಿತಿಗಾಗಿ ದೂರವಾಣಿ ಸಂಖ್ಯೆ: 0836-2447201 ಗೆ ಸಂಪರ್ಕಿಸಬಹುದು ಎಂದು ಸಮಾಜ ಕಲ್ಯಾಣ ಇಲಾಖೆಯ ಜಂಟಿ ನಿರ್ದೇಶಕರು ಪ್ರಕಟಣೆಯಲ್ಲಿ ತಿಳಿಸಿದ್ದಾರೆ. <box>709 807 911 866</box>
lead-col-2: ಕುಡಿಯುವ ನೀರು ಸರಬರಾಜು: ಬರಗಾಲದ ಹಿನ್ನೆಲೆಯಲ್ಲಿ ಜಿಲ್ಲೆಯ 51 ಗ್ರಾಮಗಳಲ್ಲಿ 84 ಖಾಸಗಿ ಕೊಳವೆಬಾವಿಗಳ ಮೂಲಕ ಕುಡಿಯುವ ನೀರು ಸರಬರಾಜು ಮಾಡಲಾಗುತ್ತಿದೆ. ನಿರಂತರ ಮಳೆಯಿಂದಾಗಿ ಜಲಮೂಲಗಳು ಪುನಶ್ಚೇತನ ಆಗುತ್ತವೆ. ಕೆರೆಗಳಿಗೆ ನೀರು ಬರುತ್ತಿದೆ. ಆದ್ದರಿಂದ ಮುಂದಿನ ದಿನಗಳ ಪರಿಶೀಲಿಸಿ, ಸ್ಥಳೀಯ ಸಂಸ್ಥೆಗಳ ಮೂಲಕ ಶುದ್ಧ ಕುಡಿಯುವ ನೀರು ಪೂರೈಸಬೇಕು ಎಂದರು. ಕುಡಿಯುವ ನೀರು ಪೂರೈಕೆ ಯೋಜನೆಗಳಲ್ಲಿ ಸಮಸ್ಯೆ ಕಂಡುಬಂದರೆ ತಕ್ಷಣ ದುರಸ್ತಿ ಕಾರ್ಯ ಕೈಗೊಳ್ಳಬೇಕು. ಬಿತ್ತನೆ ಬೀಜ, ಗೊಬ್ಬರ ಕೊರತೆ ಆಗದಿರಲಿ: <box>160 262 292 378</box>
page-header <box>55 30 905 56</box>
registration-dot <box>808 1442 817 1451</box>
lead-kicker: ತುಪ್ಪರಿ ಹಳ್ಳ, ಬೆಣ್ಣೆಹಳದ ಪ್ರವಾಹದ ಬಗ್ಗೆ ನಿರಂತರ ನಿಗಾ, ಮುನ್ನೆಚ್ಚರಿಕೆ ವಹಿಸಿ <box>55 62 695 86</box>
skill-kicker: ಸಮಾಜ ಕಲ್ಯಾಣ ಇಲಾಖೆ : ವಿವಿಧ <box>733 767 887 783</box>
road-bottom-rule <box>254 1142 694 1143</box>
issue-date <box>75 30 161 50</box>
registration-dot <box>442 1442 451 1451</box>
